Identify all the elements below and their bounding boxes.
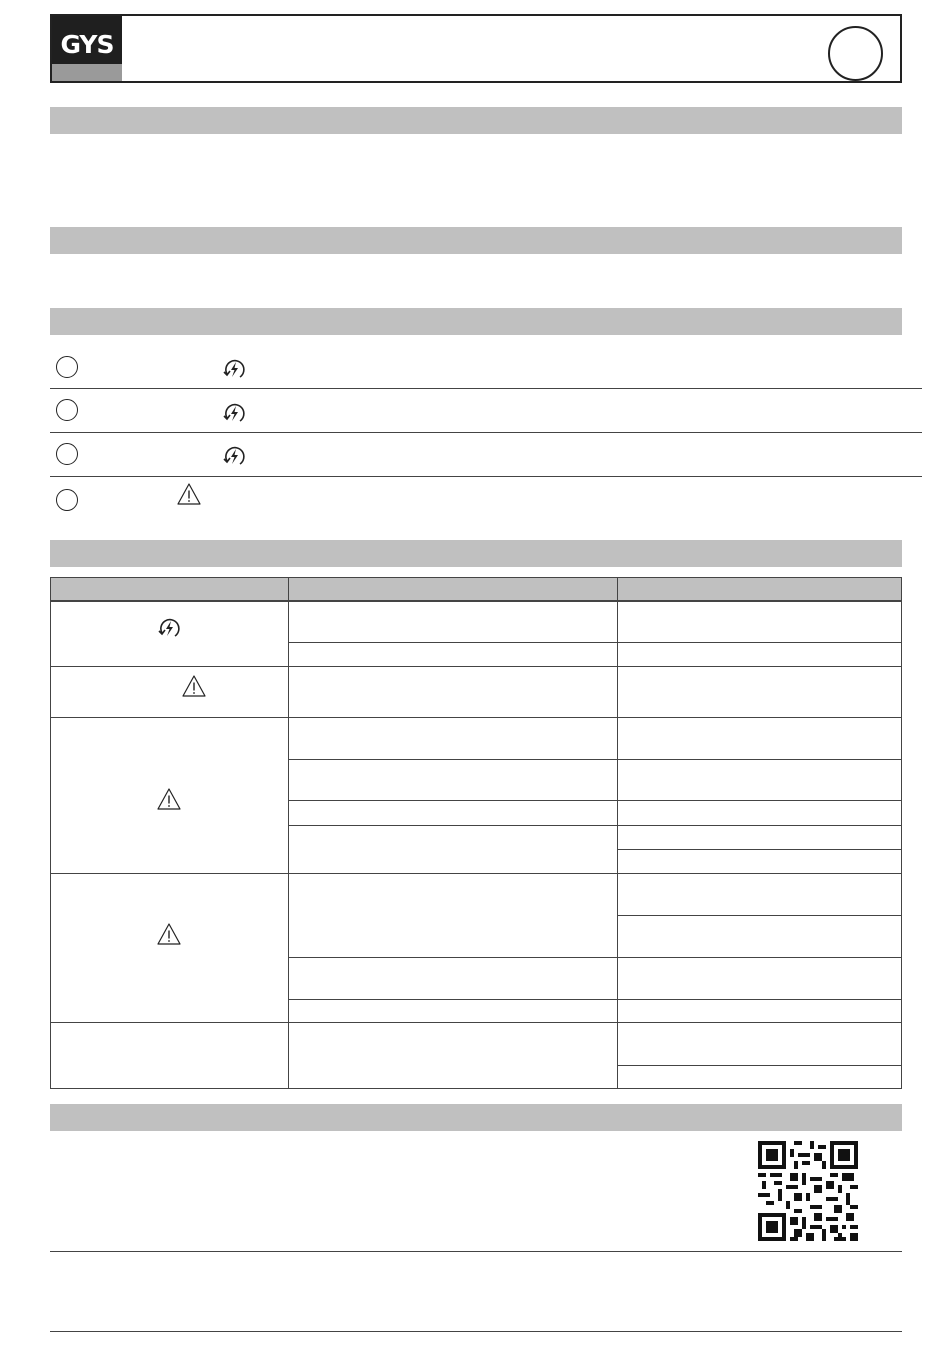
table-row [50,873,902,874]
table-subrow [288,800,902,801]
qr-code-icon [758,1141,858,1241]
table-subrow [617,849,902,850]
section-bar-4 [50,540,902,567]
charge-cycle-icon [220,356,248,382]
language-circle-icon [828,26,883,81]
step-number-circle [56,399,78,421]
warning-triangle-icon [176,482,202,506]
table-col-divider [617,577,618,1089]
step-number-circle [56,489,78,511]
table-row [50,601,902,602]
table-row [50,1022,902,1023]
charge-cycle-icon [220,443,248,469]
warning-triangle-icon [181,674,207,698]
table-row [50,666,902,667]
table-subrow [288,825,902,826]
table-subrow [288,642,902,643]
table-subrow [288,999,902,1000]
charge-cycle-icon [220,400,248,426]
footer-divider [50,1331,902,1332]
header-frame [50,14,902,83]
section-bar-1 [50,107,902,134]
section-bar-2 [50,227,902,254]
step-divider [50,476,922,477]
step-divider [50,432,922,433]
troubleshooting-table [50,577,902,1089]
logo-text: GYS [60,30,114,59]
step-divider [50,388,922,389]
footer-divider [50,1251,902,1252]
logo-strip [52,64,122,81]
table-subrow [617,915,902,916]
warning-triangle-icon [156,922,182,946]
table-col-divider [288,577,289,1089]
section-bar-3 [50,308,902,335]
step-number-circle [56,356,78,378]
charge-cycle-icon [155,615,183,641]
table-subrow [288,957,902,958]
table-subrow [288,759,902,760]
step-number-circle [56,443,78,465]
warning-triangle-icon [156,787,182,811]
table-row [50,717,902,718]
section-bar-5 [50,1104,902,1131]
table-subrow [617,1065,902,1066]
